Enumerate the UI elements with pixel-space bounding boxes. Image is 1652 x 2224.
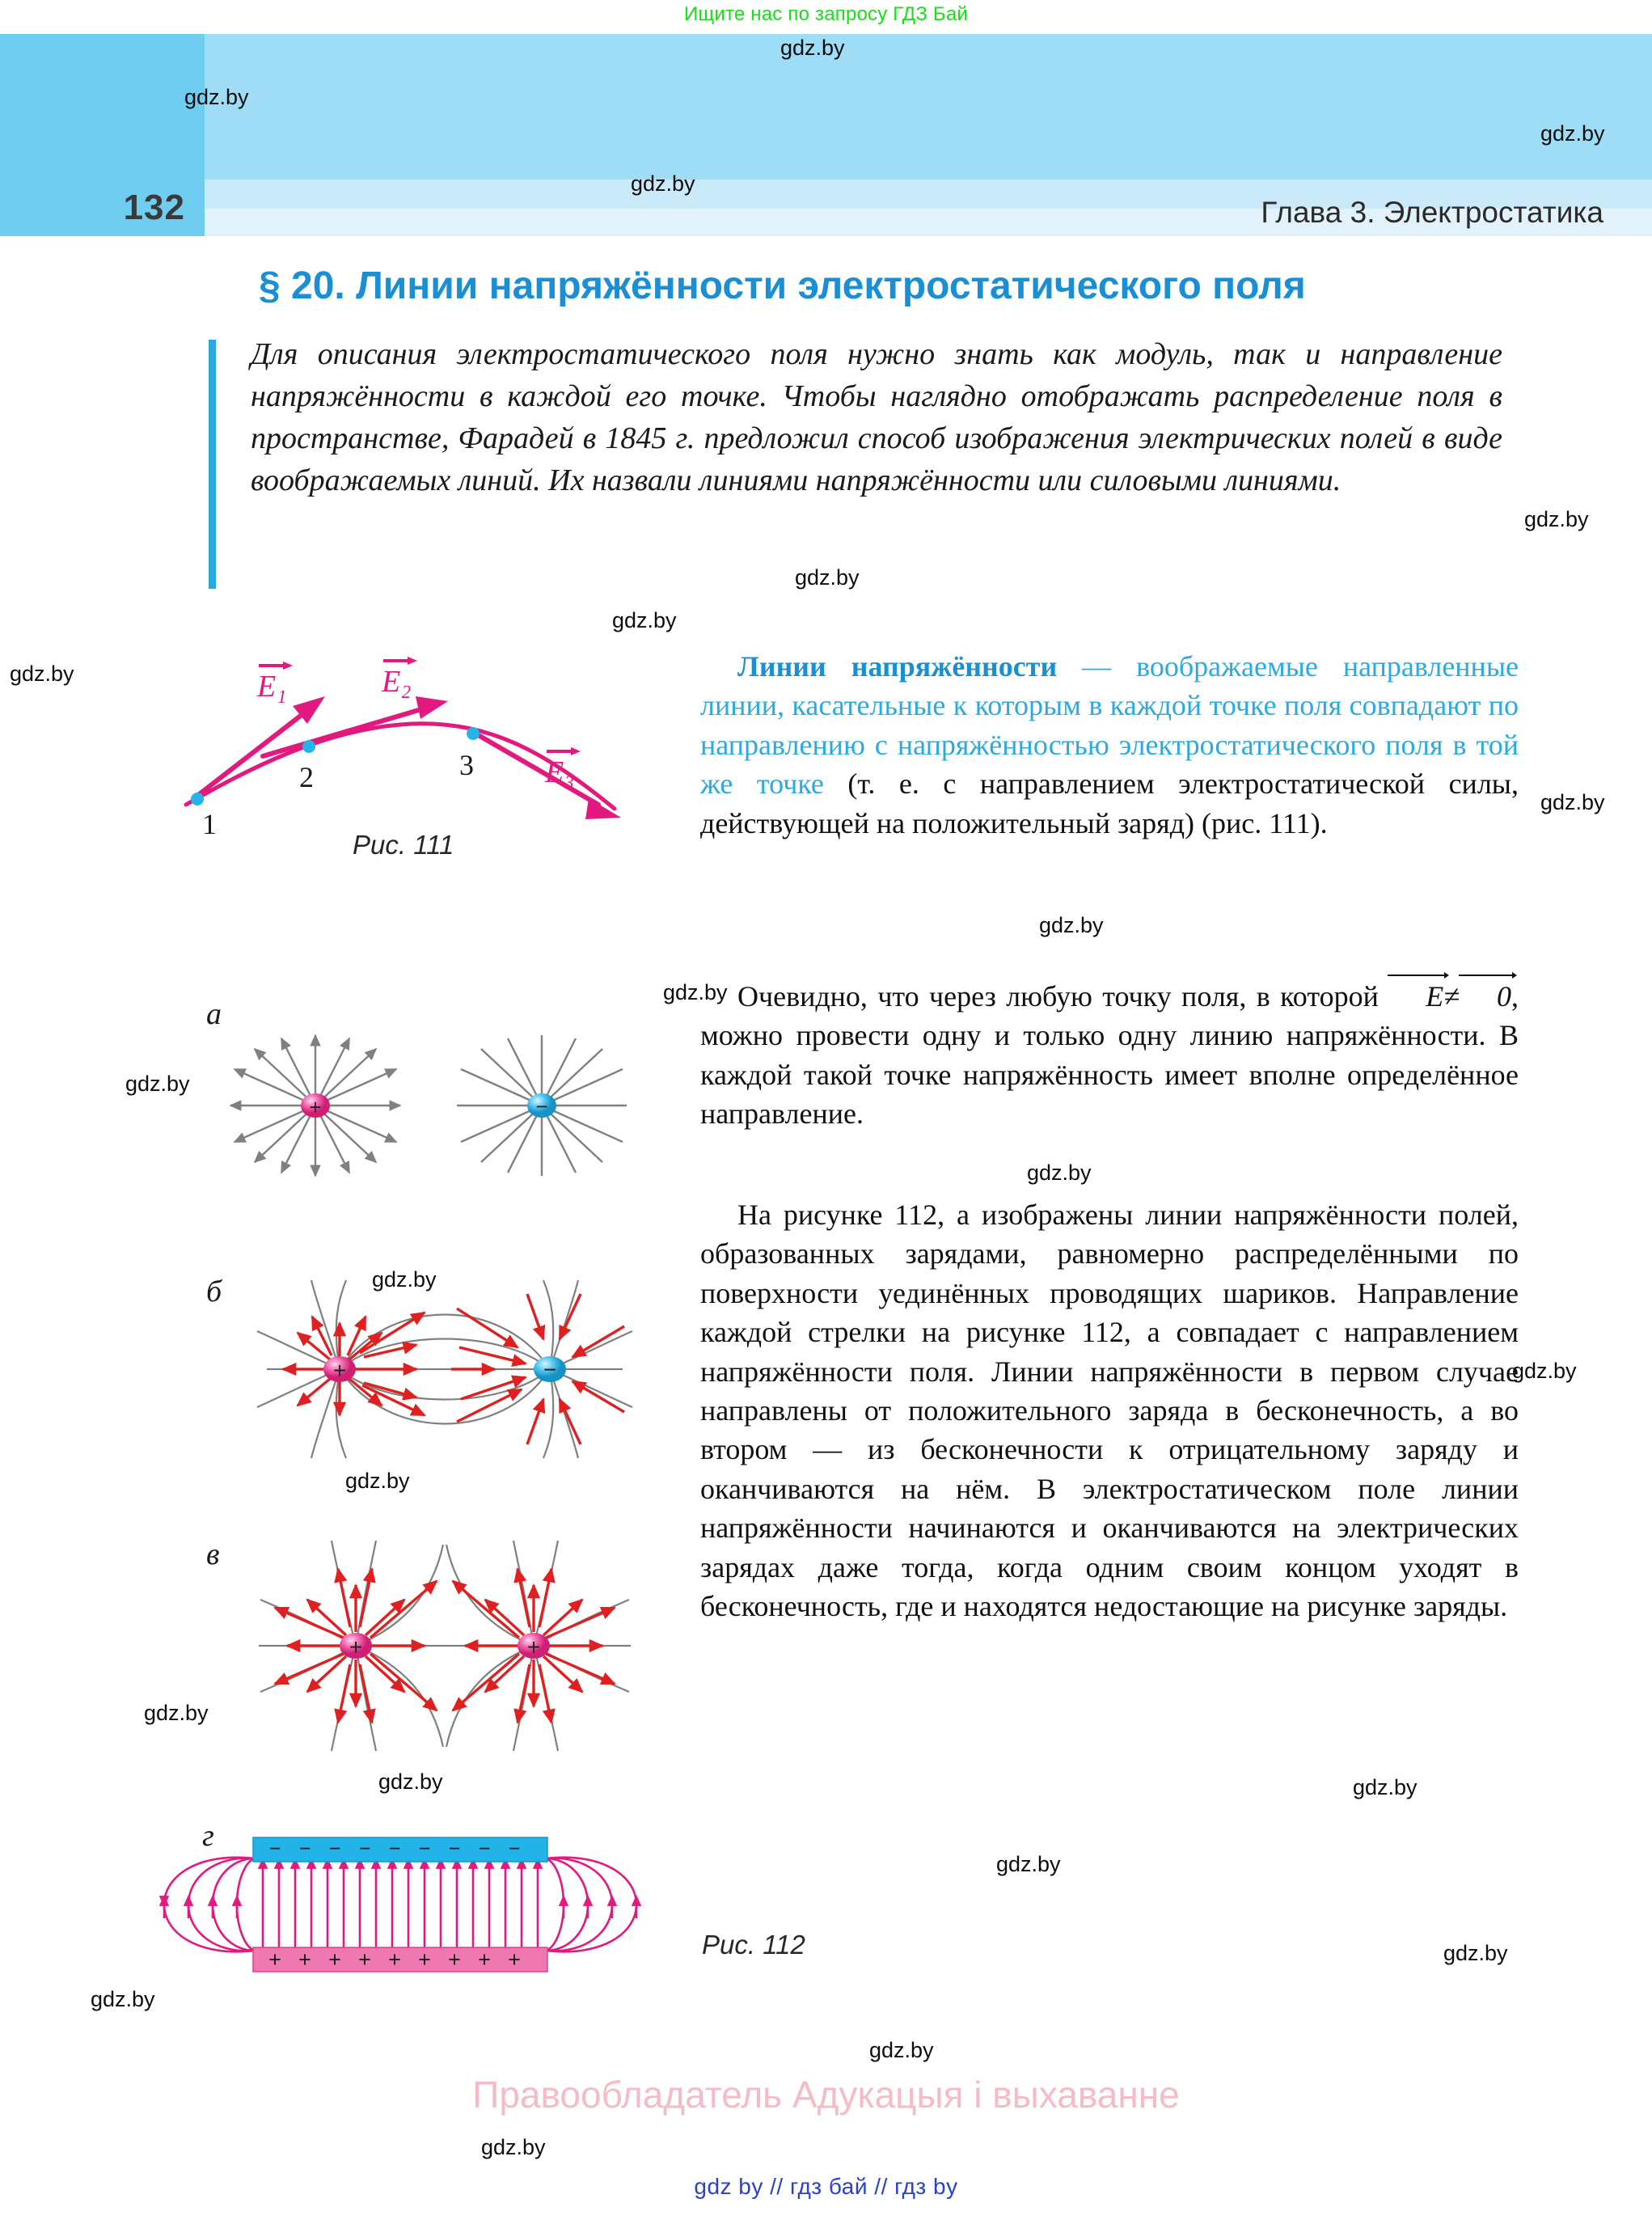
svg-text:+: + xyxy=(328,1947,341,1972)
figure-112g-parallel-plates xyxy=(150,1828,651,1981)
chapter-title: Глава 3. Электростатика xyxy=(1261,196,1603,229)
watermark: gdz.by xyxy=(184,85,249,109)
svg-text:−: − xyxy=(418,1837,431,1860)
point-3-marker xyxy=(467,727,480,740)
watermark: gdz.by xyxy=(795,565,860,590)
negative-plate xyxy=(253,1837,547,1862)
negative-sign: − xyxy=(535,1094,548,1118)
paragraph-figure-112: На рисунке 112, а изображены линии напряжённости полей, образованных зарядами, равномерно распределёнными по поверхности уединённых проводящих шариков. Направление каждой стрелки на рисунке 112, а совпадает с направлением напряжённости поля. Линии напряжённости в первом случае направлены от положительного заряда в бесконечность, а во втором — из бесконечности к отрицательному заряду и оканчиваются на нём. В электростатическом поле линии напряжённости начинаются и оканчиваются на электрических зарядах даже тогда, когда одним своим концом уходят в бесконечность, где и находятся недостающие на рисунке заряды. xyxy=(700,1199,1519,1623)
watermark: gdz.by xyxy=(663,980,728,1004)
figure-112-label-g: г xyxy=(202,1819,214,1853)
figure-112b-dipole xyxy=(243,1276,647,1462)
fringe-field-lines xyxy=(164,1858,636,1952)
svg-text:−: − xyxy=(448,1837,461,1860)
page-number-tab xyxy=(0,34,205,236)
like-charge-right-sign: + xyxy=(526,1634,541,1660)
watermark: gdz.by xyxy=(1353,1775,1418,1799)
formula-vector-zero: 0 xyxy=(1460,977,1511,1016)
watermark: gdz.by xyxy=(1540,790,1605,814)
watermark: gdz.by xyxy=(1512,1359,1577,1383)
like-charge-left-sign: + xyxy=(349,1634,363,1660)
watermark: gdz.by xyxy=(1540,121,1605,146)
positive-charge-field xyxy=(230,1035,400,1176)
point-1-label: 1 xyxy=(202,808,217,840)
positive-plate xyxy=(253,1947,547,1972)
watermark: gdz.by xyxy=(869,2038,934,2062)
intro-callout xyxy=(209,333,1502,501)
formula-neq: ≠ xyxy=(1443,980,1460,1013)
figure-112a-point-charges xyxy=(202,1029,655,1182)
watermark: gdz.by xyxy=(1524,507,1589,531)
svg-text:−: − xyxy=(508,1837,521,1860)
formula-e-not-zero xyxy=(1388,980,1511,1013)
paragraph-obvious-part2: , можно провести одну и только одну линию напряжённости. В каждой такой точке напряжённость имеет вполне определённое направление. xyxy=(700,980,1519,1131)
watermark: gdz.by xyxy=(1027,1161,1092,1185)
watermark: gdz.by xyxy=(481,2135,546,2159)
watermark: gdz.by xyxy=(612,608,677,632)
svg-text:+: + xyxy=(508,1947,521,1972)
svg-text:−: − xyxy=(328,1837,341,1860)
negative-charge-field xyxy=(457,1035,627,1176)
copyright-notice: Правообладатель Адукацыя і выхаванне xyxy=(472,2074,1180,2116)
svg-text:−: − xyxy=(268,1837,281,1860)
svg-text:−: − xyxy=(388,1837,401,1860)
watermark: gdz.by xyxy=(996,1852,1061,1876)
footer-links: gdz by // гдз бай // гдз by xyxy=(694,2174,958,2199)
figure-112-caption: Рис. 112 xyxy=(702,1930,805,1960)
point-2-marker xyxy=(302,740,315,753)
paragraph-obvious xyxy=(700,977,1519,1134)
svg-text:+: + xyxy=(418,1947,431,1972)
watermark: gdz.by xyxy=(1039,913,1104,937)
watermark: gdz.by xyxy=(91,1987,155,2011)
watermark: gdz.by xyxy=(144,1701,209,1725)
figure-112v-like-charges xyxy=(243,1537,647,1755)
svg-text:−: − xyxy=(358,1837,371,1860)
figure-112-label-v: в xyxy=(206,1537,220,1571)
formula-vector-e: E xyxy=(1388,977,1443,1016)
fringe-arrow-heads xyxy=(164,1897,636,1918)
paragraph-obvious-part1: Очевидно, что через любую точку поля, в которой xyxy=(737,980,1389,1013)
figure-112-label-b: б xyxy=(206,1275,222,1309)
dipole-positive-sign: + xyxy=(332,1358,347,1383)
svg-text:−: − xyxy=(478,1837,491,1860)
figure-111-caption: Рис. 111 xyxy=(353,830,454,860)
svg-text:−: − xyxy=(298,1837,311,1860)
svg-text:+: + xyxy=(268,1947,281,1972)
definition-paragraph xyxy=(700,647,1519,843)
vector-label-e3 xyxy=(544,747,581,789)
header-band-top xyxy=(0,34,1652,180)
point-2-label: 2 xyxy=(299,761,314,793)
point-3-label: 3 xyxy=(459,749,474,781)
promo-text: Ищите нас по запросу ГДЗ Бай xyxy=(683,3,969,25)
vector-label-e1 xyxy=(256,662,293,704)
intro-accent-bar xyxy=(209,340,216,589)
page-title: § 20. Линии напряжённости электростатического поля xyxy=(259,264,1306,307)
intro-text: Для описания электростатического поля нужно знать как модуль, так и направление напряжённости в каждой его точке. Чтобы наглядно отображать распределение поля в пространстве, Фарадей в 1845 г. предложил способ изображения электрических полей в виде воображаемых линий. Их назвали линиями напряжённости или силовыми линиями. xyxy=(251,337,1502,498)
watermark: gdz.by xyxy=(631,171,695,196)
uniform-field-lines xyxy=(263,1860,538,1949)
point-1-marker xyxy=(191,793,204,805)
watermark: gdz.by xyxy=(345,1469,410,1493)
vector-label-e2 xyxy=(381,657,417,699)
figure-111 xyxy=(178,643,663,845)
definition-dash: — xyxy=(1057,650,1137,683)
promo-banner xyxy=(0,0,1652,29)
dipole-negative-sign: − xyxy=(543,1357,557,1382)
definition-highlight: воображаемые направленные линии, касательные к которым в каждой точке поля совпадают по направлению с напряжённостью электростатического поля в той же точке xyxy=(700,650,1519,801)
definition-term: Линии напряжённости xyxy=(737,650,1058,683)
svg-text:+: + xyxy=(358,1947,371,1972)
watermark: gdz.by xyxy=(10,662,74,686)
figure-112-label-a: а xyxy=(206,997,222,1031)
svg-text:+: + xyxy=(448,1947,461,1972)
watermark: gdz.by xyxy=(372,1267,437,1292)
page-number: 132 xyxy=(123,188,185,227)
watermark: gdz.by xyxy=(125,1072,190,1096)
watermark: gdz.by xyxy=(1443,1941,1508,1965)
svg-text:+: + xyxy=(298,1947,311,1972)
svg-text:+: + xyxy=(478,1947,491,1972)
positive-sign: + xyxy=(309,1095,322,1119)
watermark: gdz.by xyxy=(780,36,845,60)
definition-rest: (т. е. с направлением электростатической силы, действующей на положительный заряд) (рис. 111). xyxy=(700,767,1519,839)
svg-text:E₁: E₁ xyxy=(257,670,287,704)
svg-text:E₃: E₃ xyxy=(545,755,575,789)
svg-text:+: + xyxy=(388,1947,401,1972)
svg-text:E₂: E₂ xyxy=(382,665,412,699)
watermark: gdz.by xyxy=(378,1769,443,1794)
